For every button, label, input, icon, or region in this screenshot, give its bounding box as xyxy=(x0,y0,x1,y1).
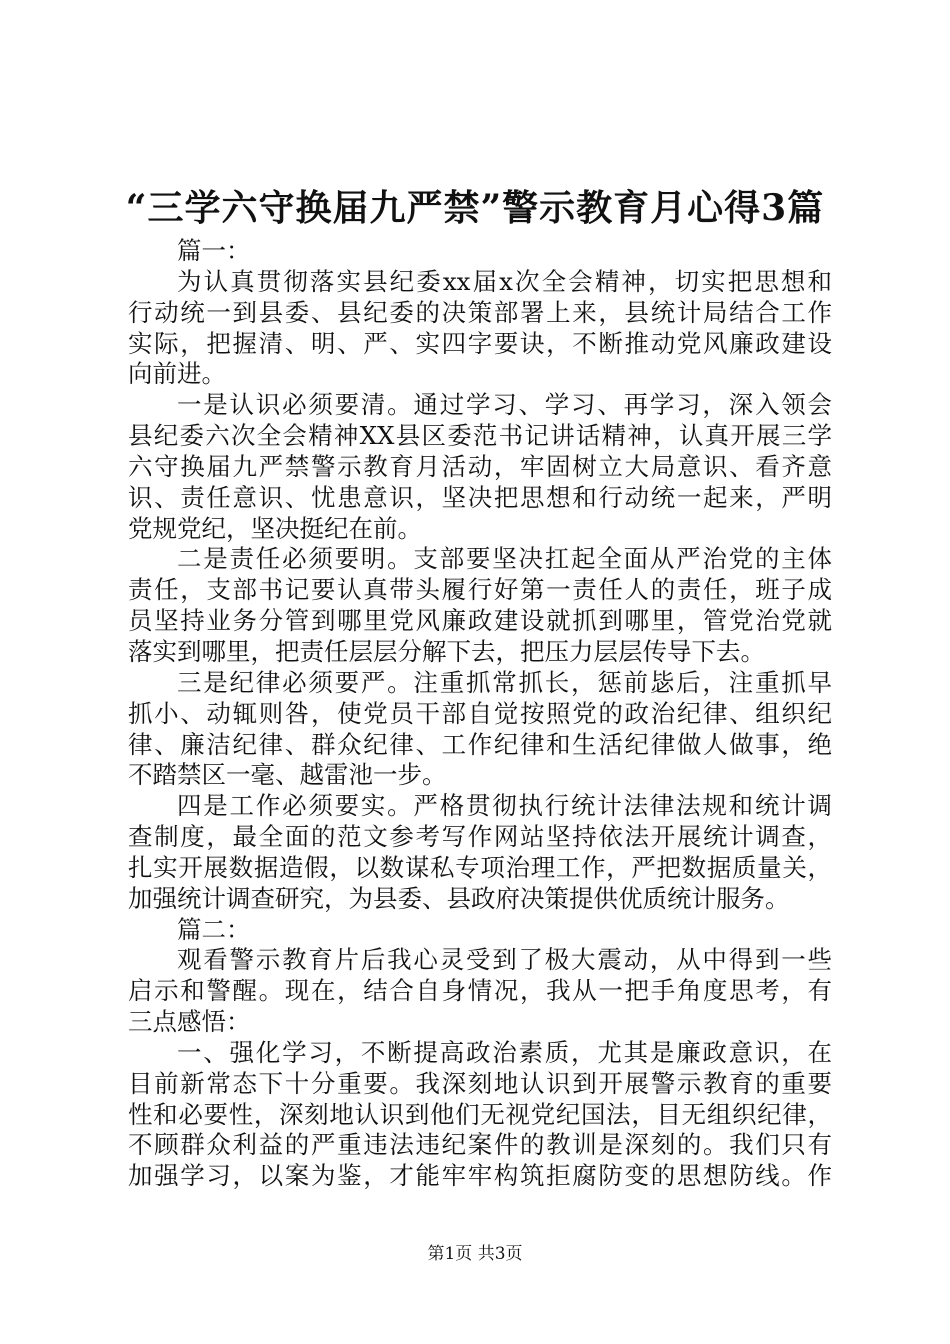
paragraph-line: 目前新常态下十分重要。我深刻地认识到开展警示教育的重要 xyxy=(128,1068,832,1098)
paragraph-line: 加强学习，以案为鉴，才能牢牢构筑拒腐防变的思想防线。作 xyxy=(128,1161,832,1191)
paragraph-line: 为认真贯彻落实县纪委xx届x次全会精神，切实把思想和 xyxy=(177,266,832,296)
paragraph-line: 向前进。 xyxy=(128,359,226,389)
paragraph-line: 识、责任意识、忧患意识，坚决把思想和行动统一起来，严明 xyxy=(128,482,832,512)
paragraph-line: 县纪委六次全会精神XX县区委范书记讲话精神，认真开展三学 xyxy=(128,421,832,451)
paragraph-line: 员坚持业务分管到哪里党风廉政建设就抓到哪里，管党治党就 xyxy=(128,606,832,636)
paragraph-line: 不顾群众利益的严重违法违纪案件的教训是深刻的。我们只有 xyxy=(128,1130,832,1160)
paragraph-line: 实际，把握清、明、严、实四字要诀，不断推动党风廉政建设 xyxy=(128,328,832,358)
paragraph-line: 加强统计调查研究，为县委、县政府决策提供优质统计服务。 xyxy=(128,883,790,913)
paragraph-line: 党规党纪，坚决挺纪在前。 xyxy=(128,513,422,543)
paragraph-line: 律、廉洁纪律、群众纪律、工作纪律和生活纪律做人做事，绝 xyxy=(128,729,832,759)
paragraph-line: 行动统一到县委、县纪委的决策部署上来，县统计局结合工作 xyxy=(128,297,832,327)
paragraph-line: 篇一： xyxy=(177,236,251,265)
paragraph-line: 六守换届九严禁警示教育月活动，牢固树立大局意识、看齐意 xyxy=(128,451,832,481)
paragraph-line: 一是认识必须要清。通过学习、学习、再学习，深入领会 xyxy=(177,390,832,420)
paragraph-line: 三是纪律必须要严。注重抓常抓长，惩前毖后，注重抓早 xyxy=(177,667,832,697)
paragraph-line: 篇二： xyxy=(177,914,251,944)
paragraph-line: 查制度，最全面的范文参考写作网站坚持依法开展统计调查， xyxy=(128,822,832,852)
paragraph-line: 责任，支部书记要认真带头履行好第一责任人的责任，班子成 xyxy=(128,575,832,605)
document-body xyxy=(128,236,832,1192)
paragraph-line: 不踏禁区一毫、越雷池一步。 xyxy=(128,760,447,790)
paragraph-line: 扎实开展数据造假，以数谋私专项治理工作，严把数据质量关， xyxy=(128,852,832,882)
paragraph-line: 三点感悟： xyxy=(128,1007,251,1037)
paragraph-line: 四是工作必须要实。严格贯彻执行统计法律法规和统计调 xyxy=(177,791,832,821)
paragraph-line: 性和必要性，深刻地认识到他们无视党纪国法，目无组织纪律， xyxy=(128,1099,832,1129)
document-title: “三学六守换届九严禁”警示教育月心得3篇 xyxy=(125,187,825,229)
page-footer: 第1页 共3页 xyxy=(427,1244,523,1264)
paragraph-line: 二是责任必须要明。支部要坚决扛起全面从严治党的主体 xyxy=(177,544,832,574)
paragraph-line: 观看警示教育片后我心灵受到了极大震动，从中得到一些 xyxy=(177,945,832,975)
paragraph-line: 抓小、动辄则咎，使党员干部自觉按照党的政治纪律、组织纪 xyxy=(128,698,832,728)
paragraph-line: 一、强化学习，不断提高政治素质，尤其是廉政意识，在 xyxy=(177,1037,832,1067)
paragraph-line: 启示和警醒。现在，结合自身情况，我从一把手角度思考，有 xyxy=(128,976,832,1006)
paragraph-line: 落实到哪里，把责任层层分解下去，把压力层层传导下去。 xyxy=(128,636,765,666)
